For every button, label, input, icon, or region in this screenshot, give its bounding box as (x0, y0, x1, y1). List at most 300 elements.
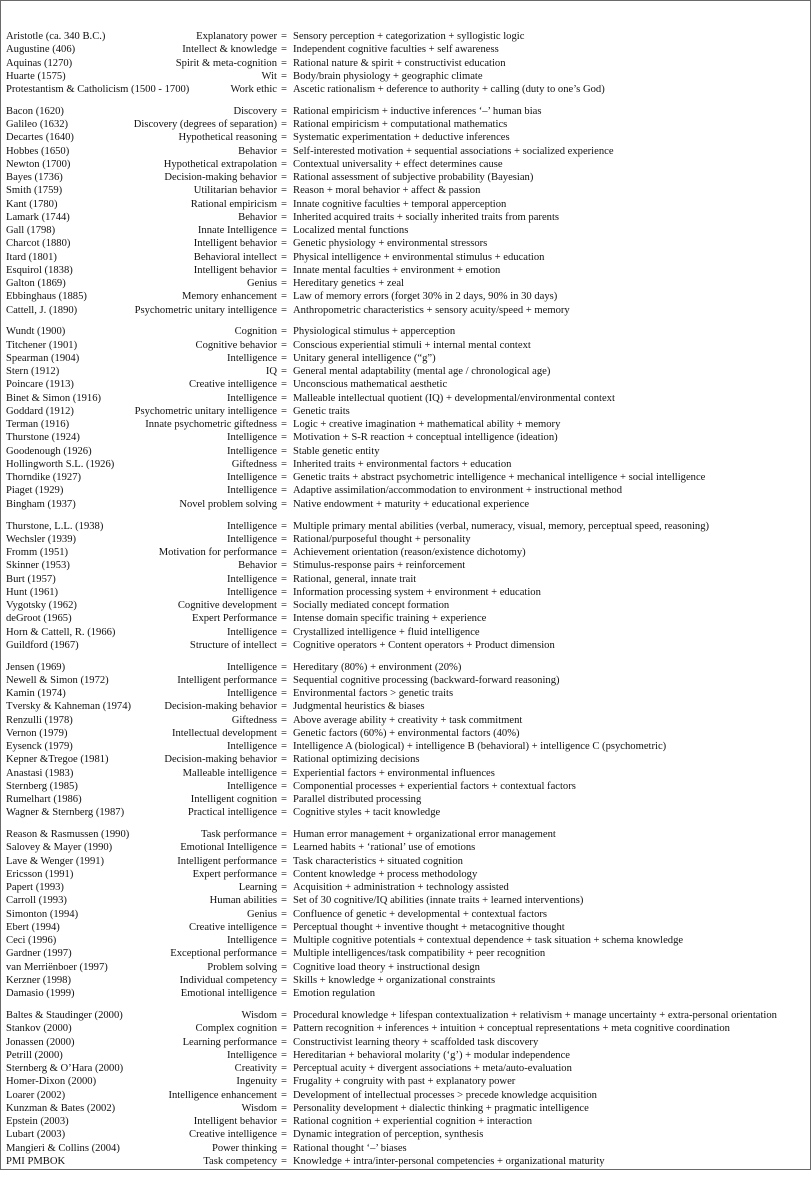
equals-sign: = (281, 741, 287, 753)
construct-label: Intelligence (227, 520, 277, 532)
table-row (6, 639, 806, 652)
construct-label: Learning (238, 882, 277, 894)
equals-sign: = (281, 31, 287, 42)
definition-text: Rational optimizing decisions (293, 754, 420, 766)
definition-text: Information processing system + environment + education (293, 586, 541, 598)
theorist-name: Cattell, J. (1890) (6, 304, 78, 316)
definition-text: Rational cognition + experiential cognition + interaction (293, 1116, 533, 1128)
table-row (6, 881, 806, 894)
theorist-name: Vernon (1979) (6, 727, 68, 739)
definition-text: Experiential factors + environmental influences (293, 767, 495, 779)
equals-sign: = (281, 613, 287, 625)
definition-text: Rational assessment of subjective probability (Bayesian) (293, 172, 534, 184)
equals-sign: = (281, 291, 287, 303)
theorist-name: Loarer (2002) (6, 1089, 66, 1101)
construct-label: Intelligence (227, 586, 277, 598)
equals-sign: = (281, 701, 287, 713)
equals-sign: = (281, 379, 287, 391)
table-row (6, 498, 806, 511)
table-row (6, 145, 806, 158)
equals-sign: = (281, 278, 287, 290)
construct-label: Power thinking (211, 1142, 277, 1154)
construct-label: Hypothetical extrapolation (163, 158, 277, 170)
construct-label: Creative intelligence (189, 921, 277, 933)
construct-label: Intelligence (227, 472, 277, 484)
equals-sign: = (281, 472, 287, 484)
definition-text: Genetic traits + abstract psychometric intelligence + mechanical intelligence + social intelligence (293, 472, 706, 484)
table-row (6, 211, 806, 224)
definition-text: Native endowment + maturity + educational experience (293, 498, 530, 510)
theorist-name: Stankov (2000) (6, 1023, 72, 1035)
table-row (6, 131, 806, 144)
row-group (6, 325, 806, 511)
table-row (6, 520, 806, 533)
construct-label: Intelligent performance (177, 855, 277, 867)
table-row (6, 1049, 806, 1062)
equals-sign: = (281, 339, 287, 351)
theorist-name: Aquinas (1270) (6, 57, 73, 69)
theorist-name: Newell & Simon (1972) (6, 674, 109, 686)
equals-sign: = (281, 935, 287, 947)
definition-text: Above average ability + creativity + task commitment (293, 714, 523, 726)
theorist-name: Jensen (1969) (6, 661, 66, 673)
theorist-name: Goddard (1912) (6, 405, 74, 417)
table-row (6, 714, 806, 727)
definition-text: Genetic traits (293, 405, 350, 417)
equals-sign: = (281, 727, 287, 739)
theorist-name: Titchener (1901) (6, 339, 78, 351)
construct-label: Intelligence (227, 935, 277, 947)
equals-sign: = (281, 445, 287, 457)
definition-text: Perceptual acuity + divergent associations + meta/auto-evaluation (293, 1063, 572, 1075)
theorist-name: Damasio (1999) (6, 988, 75, 1000)
equals-sign: = (281, 688, 287, 700)
construct-label: Task performance (200, 829, 277, 841)
construct-label: Task competency (203, 1155, 277, 1167)
equals-sign: = (281, 520, 287, 532)
construct-label: Behavior (238, 145, 277, 157)
theorist-name: Sternberg (1985) (6, 780, 78, 792)
theorist-name: Ericsson (1991) (6, 868, 74, 880)
definition-text: Multiple primary mental abilities (verbal, numeracy, visual, memory, perceptual speed, reasoning) (293, 520, 710, 532)
construct-label: Practical intelligence (187, 807, 277, 819)
theorist-name: Papert (1993) (6, 882, 64, 894)
equals-sign: = (281, 392, 287, 404)
equals-sign: = (281, 895, 287, 907)
construct-label: Intelligent performance (177, 674, 277, 686)
theorist-name: Decartes (1640) (6, 132, 74, 144)
construct-label: Expert performance (192, 868, 277, 880)
definition-text: General mental adaptability (mental age / chronological age) (293, 366, 551, 378)
table-row (6, 841, 806, 854)
theorist-name: Eysenck (1979) (6, 741, 73, 753)
definition-text: Cognitive operators + Content operators + Product dimension (293, 639, 555, 651)
theorist-name: Bacon (1620) (6, 105, 64, 117)
theorist-name: Aristotle (ca. 340 B.C.) (6, 31, 106, 42)
definition-text: Intense domain specific training + experience (293, 613, 487, 625)
definition-text: Knowledge + intra/inter-personal competencies + organizational maturity (293, 1155, 605, 1167)
table-row (6, 674, 806, 687)
construct-label: Utilitarian behavior (193, 185, 277, 197)
construct-label: Giftedness (231, 458, 277, 470)
construct-label: Wisdom (241, 1010, 277, 1022)
definition-text: Genetic physiology + environmental stressors (293, 238, 488, 250)
theorist-name: Ebbinghaus (1885) (6, 291, 87, 303)
table-row (6, 105, 806, 118)
table-row (6, 1075, 806, 1088)
intelligence-theories-table (6, 30, 806, 1177)
definition-text: Self-interested motivation + sequential associations + socialized experience (293, 145, 614, 157)
construct-label: Hypothetical reasoning (178, 132, 277, 144)
definition-text: Development of intellectual processes > precede knowledge acquisition (293, 1089, 597, 1101)
definition-text: Anthropometric characteristics + sensory acuity/speed + memory (293, 304, 570, 316)
definition-text: Learned habits + ‘rational’ use of emotions (293, 842, 476, 854)
equals-sign: = (281, 1023, 287, 1035)
theorist-name: Kamin (1974) (6, 688, 66, 700)
theorist-name: Newton (1700) (6, 158, 71, 170)
definition-text: Adaptive assimilation/accommodation to environment + instructional method (293, 485, 623, 497)
equals-sign: = (281, 754, 287, 766)
equals-sign: = (281, 105, 287, 117)
table-row (6, 83, 806, 96)
theorist-name: Baltes & Staudinger (2000) (6, 1010, 123, 1022)
table-row (6, 304, 806, 317)
equals-sign: = (281, 586, 287, 598)
construct-label: Human abilities (209, 895, 277, 907)
construct-label: Exceptional performance (170, 948, 277, 960)
construct-label: Work ethic (230, 84, 277, 95)
theorist-name: Smith (1759) (6, 185, 63, 197)
table-row (6, 753, 806, 766)
construct-label: Innate psychometric giftedness (145, 419, 277, 431)
equals-sign: = (281, 807, 287, 819)
definition-text: Personality development + dialectic thinking + pragmatic intelligence (293, 1102, 589, 1114)
theorist-name: Tversky & Kahneman (1974) (6, 701, 132, 713)
equals-sign: = (281, 1102, 287, 1114)
definition-text: Sequential cognitive processing (backward-forward reasoning) (293, 674, 560, 686)
equals-sign: = (281, 1155, 287, 1167)
theorist-name: Bayes (1736) (6, 172, 63, 184)
definition-text: Hereditary genetics + zeal (293, 278, 404, 290)
table-row (6, 445, 806, 458)
theorist-name: Ebert (1994) (6, 921, 60, 933)
equals-sign: = (281, 533, 287, 545)
construct-label: Novel problem solving (179, 498, 277, 510)
construct-label: Wit (261, 70, 277, 82)
construct-label: Cognitive development (177, 600, 277, 612)
theorist-name: Hunt (1961) (6, 586, 59, 598)
table-row (6, 661, 806, 674)
equals-sign: = (281, 780, 287, 792)
definition-text: Cognitive load theory + instructional design (293, 961, 480, 973)
table-row (6, 484, 806, 497)
theorist-name: Stern (1912) (6, 366, 60, 378)
equals-sign: = (281, 366, 287, 378)
theorist-name: Goodenough (1926) (6, 445, 92, 457)
theorist-name: Horn & Cattell, R. (1966) (6, 626, 116, 638)
table-row (6, 57, 806, 70)
theorist-name: Kerzner (1998) (6, 974, 72, 986)
table-row (6, 1022, 806, 1035)
table-row (6, 471, 806, 484)
construct-label: Individual competency (179, 974, 277, 986)
definition-text: Systematic experimentation + deductive inferences (293, 132, 510, 144)
equals-sign: = (281, 225, 287, 237)
construct-label: Emotional Intelligence (180, 842, 277, 854)
row-group (6, 828, 806, 1000)
equals-sign: = (281, 264, 287, 276)
definition-text: Perceptual thought + inventive thought + metacognitive thought (293, 921, 565, 933)
table-row (6, 352, 806, 365)
table-row (6, 1036, 806, 1049)
theorist-name: Renzulli (1978) (6, 714, 73, 726)
table-row (6, 612, 806, 625)
definition-text: Rational/purposeful thought + personality (293, 533, 471, 545)
theorist-name: Bingham (1937) (6, 498, 76, 510)
definition-text: Constructivist learning theory + scaffolded task discovery (293, 1036, 539, 1048)
theorist-name: Spearman (1904) (6, 352, 80, 364)
theorist-name: Petrill (2000) (6, 1049, 63, 1061)
definition-text: Content knowledge + process methodology (293, 868, 478, 880)
construct-label: Intelligent behavior (193, 238, 277, 250)
table-row (6, 908, 806, 921)
construct-label: Structure of intellect (189, 639, 277, 651)
definition-text: Contextual universality + effect determines cause (293, 158, 503, 170)
construct-label: Complex cognition (195, 1023, 277, 1035)
equals-sign: = (281, 70, 287, 82)
table-row (6, 894, 806, 907)
equals-sign: = (281, 1089, 287, 1101)
construct-label: Creative intelligence (189, 1129, 277, 1141)
equals-sign: = (281, 238, 287, 250)
theorist-name: Protestantism & Catholicism (1500 - 1700) (6, 84, 190, 95)
equals-sign: = (281, 498, 287, 510)
table-row (6, 237, 806, 250)
theorist-name: Thurstone (1924) (6, 432, 80, 444)
definition-text: Law of memory errors (forget 30% in 2 days, 90% in 30 days) (293, 291, 558, 303)
equals-sign: = (281, 145, 287, 157)
theorist-name: Binet & Simon (1916) (6, 392, 102, 404)
theorist-name: Thorndike (1927) (6, 472, 82, 484)
equals-sign: = (281, 1129, 287, 1141)
theorist-name: Simonton (1994) (6, 908, 79, 920)
table-row (6, 828, 806, 841)
theorist-name: Terman (1916) (6, 419, 70, 431)
theorist-name: Charcot (1880) (6, 238, 71, 250)
definition-text: Sensory perception + categorization + syllogistic logic (293, 31, 525, 42)
table-row (6, 767, 806, 780)
equals-sign: = (281, 1036, 287, 1048)
definition-text: Independent cognitive faculties + self awareness (293, 44, 499, 56)
theorist-name: Galileo (1632) (6, 119, 69, 131)
equals-sign: = (281, 432, 287, 444)
construct-label: Malleable intelligence (182, 767, 277, 779)
table-row (6, 392, 806, 405)
construct-label: Decision-making behavior (164, 754, 277, 766)
construct-label: Learning performance (182, 1036, 277, 1048)
construct-label: Intellectual development (171, 727, 277, 739)
table-row (6, 793, 806, 806)
equals-sign: = (281, 251, 287, 263)
theorist-name: Homer-Dixon (2000) (6, 1076, 97, 1088)
table-row (6, 780, 806, 793)
definition-text: Rational empiricism + inductive inferences ‘–’ human bias (293, 105, 542, 117)
definition-text: Rational empiricism + computational mathematics (293, 119, 508, 131)
table-row (6, 855, 806, 868)
theorist-name: Wundt (1900) (6, 326, 66, 338)
construct-label: Cognitive behavior (195, 339, 277, 351)
definition-text: Innate mental faculties + environment + emotion (293, 264, 501, 276)
theorist-name: Wechsler (1939) (6, 533, 77, 545)
equals-sign: = (281, 842, 287, 854)
equals-sign: = (281, 547, 287, 559)
equals-sign: = (281, 211, 287, 223)
row-group (6, 30, 806, 96)
theorist-name: Vygotsky (1962) (6, 600, 77, 612)
table-row (6, 1115, 806, 1128)
definition-text: Intelligence A (biological) + intelligence B (behavioral) + intelligence C (psychometric) (293, 741, 667, 753)
definition-text: Crystallized intelligence + fluid intelligence (293, 626, 480, 638)
table-row (6, 1089, 806, 1102)
construct-label: Behavioral intellect (193, 251, 277, 263)
theorist-name: van Merriënboer (1997) (6, 961, 108, 973)
table-row (6, 961, 806, 974)
table-row (6, 325, 806, 338)
definition-text: Acquisition + administration + technology assisted (293, 882, 509, 894)
definition-text: Motivation + S-R reaction + conceptual intelligence (ideation) (293, 432, 558, 444)
theorist-name: Lubart (2003) (6, 1129, 66, 1141)
construct-label: Intelligence (227, 626, 277, 638)
construct-label: Problem solving (207, 961, 277, 973)
definition-text: Body/brain physiology + geographic climate (293, 70, 483, 82)
definition-text: Human error management + organizational error management (293, 829, 556, 841)
theorist-name: Guildford (1967) (6, 639, 79, 651)
table-row (6, 987, 806, 1000)
table-row (6, 1009, 806, 1022)
construct-label: Intelligence (227, 661, 277, 673)
equals-sign: = (281, 639, 287, 651)
table-row (6, 431, 806, 444)
definition-text: Skills + knowledge + organizational constraints (293, 974, 496, 986)
construct-label: Intelligence (227, 533, 277, 545)
equals-sign: = (281, 132, 287, 144)
equals-sign: = (281, 560, 287, 572)
theorist-name: Jonassen (2000) (6, 1036, 75, 1048)
equals-sign: = (281, 1010, 287, 1022)
table-row (6, 70, 806, 83)
definition-text: Socially mediated concept formation (293, 600, 450, 612)
construct-label: Motivation for performance (158, 547, 277, 559)
equals-sign: = (281, 1116, 287, 1128)
construct-label: Intelligence (227, 392, 277, 404)
table-row (6, 934, 806, 947)
table-row (6, 378, 806, 391)
equals-sign: = (281, 767, 287, 779)
theorist-name: Mangieri & Collins (2004) (6, 1142, 120, 1154)
equals-sign: = (281, 485, 287, 497)
construct-label: Wisdom (241, 1102, 277, 1114)
equals-sign: = (281, 948, 287, 960)
equals-sign: = (281, 626, 287, 638)
table-row (6, 30, 806, 43)
construct-label: Psychometric unitary intelligence (134, 405, 277, 417)
construct-label: Intelligent behavior (193, 264, 277, 276)
table-row (6, 868, 806, 881)
construct-label: Memory enhancement (181, 291, 277, 303)
table-row (6, 264, 806, 277)
theorist-name: Fromm (1951) (6, 547, 69, 559)
row-group (6, 1009, 806, 1168)
theorist-name: Piaget (1929) (6, 485, 64, 497)
table-row (6, 1062, 806, 1075)
row-group (6, 661, 806, 820)
table-row (6, 1128, 806, 1141)
definition-text: Confluence of genetic + developmental + contextual factors (293, 908, 548, 920)
table-row (6, 533, 806, 546)
construct-label: Decision-making behavior (164, 701, 277, 713)
equals-sign: = (281, 882, 287, 894)
theorist-name: Rumelhart (1986) (6, 794, 82, 806)
equals-sign: = (281, 961, 287, 973)
equals-sign: = (281, 794, 287, 806)
definition-text: Achievement orientation (reason/existence dichotomy) (293, 547, 526, 559)
theorist-name: Galton (1869) (6, 278, 66, 290)
construct-label: Creativity (234, 1063, 277, 1075)
theorist-name: PMI PMBOK (6, 1155, 66, 1167)
equals-sign: = (281, 419, 287, 431)
table-row (6, 599, 806, 612)
equals-sign: = (281, 405, 287, 417)
construct-label: Emotional intelligence (180, 988, 277, 1000)
definition-text: Stable genetic entity (293, 445, 380, 457)
theorist-name: Lamark (1744) (6, 211, 70, 223)
table-row (6, 158, 806, 171)
equals-sign: = (281, 855, 287, 867)
theorist-name: Esquirol (1838) (6, 264, 73, 276)
equals-sign: = (281, 1049, 287, 1061)
definition-text: Localized mental functions (293, 225, 409, 237)
table-row (6, 405, 806, 418)
construct-label: Behavior (238, 211, 277, 223)
theorist-name: Lave & Wenger (1991) (6, 855, 105, 867)
equals-sign: = (281, 908, 287, 920)
table-row (6, 1155, 806, 1168)
definition-text: Cognitive styles + tacit knowledge (293, 807, 441, 819)
definition-text: Inherited acquired traits + socially inherited traits from parents (293, 211, 560, 223)
construct-label: Behavior (238, 560, 277, 572)
table-row (6, 740, 806, 753)
table-row (6, 184, 806, 197)
definition-text: Task characteristics + situated cognition (293, 855, 463, 867)
equals-sign: = (281, 172, 287, 184)
theorist-name: Salovey & Mayer (1990) (6, 842, 113, 854)
table-row (6, 559, 806, 572)
table-row (6, 806, 806, 819)
equals-sign: = (281, 198, 287, 210)
theorist-name: Kepner &Tregoe (1981) (6, 754, 109, 766)
definition-text: Hereditarian + behavioral molarity (‘g’) + modular independence (293, 1049, 570, 1061)
definition-text: Logic + creative imagination + mathematical ability + memory (293, 419, 561, 431)
row-group (6, 105, 806, 317)
construct-label: Genius (246, 908, 277, 920)
construct-label: Intelligence (227, 688, 277, 700)
row-group (6, 520, 806, 653)
definition-text: Physiological stimulus + apperception (293, 326, 456, 338)
definition-text: Frugality + congruity with past + explanatory power (293, 1076, 516, 1088)
theorist-name: Burt (1957) (6, 573, 56, 585)
theorist-name: Gall (1798) (6, 225, 56, 237)
theorist-name: Reason & Rasmussen (1990) (6, 829, 130, 841)
